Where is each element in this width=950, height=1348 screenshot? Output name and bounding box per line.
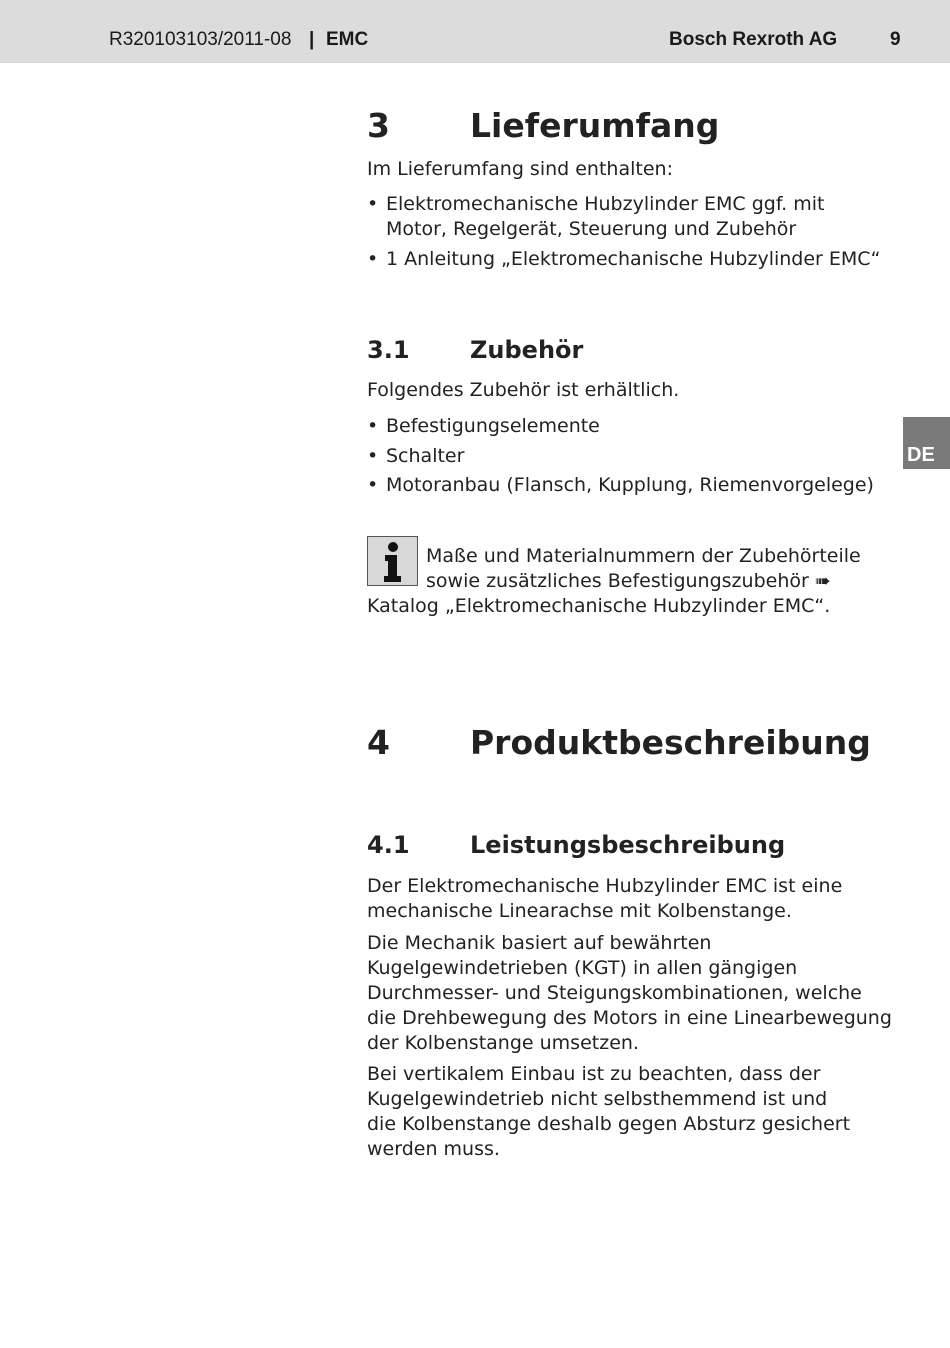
bullet: •: [367, 248, 379, 270]
paragraph: [367, 931, 902, 1056]
paragraph-line: die Kolbenstange deshalb gegen Absturz gesichert: [367, 1113, 851, 1135]
bullet: •: [367, 193, 379, 215]
language-tab: [903, 417, 950, 469]
paragraph-line: mechanische Linearachse mit Kolbenstange.: [367, 900, 792, 922]
paragraph-line: Kugelgewindetrieben (KGT) in allen gängigen: [367, 957, 798, 979]
paragraph-line: Kugelgewindetrieb nicht selbsthemmend ist und: [367, 1088, 828, 1110]
header-separator: |: [309, 29, 315, 50]
bullet: •: [367, 415, 379, 437]
paragraph-line: Durchmesser- und Steigungskombinationen, welche: [367, 982, 862, 1004]
company-name: Bosch Rexroth AG: [669, 29, 838, 50]
section-title: Leistungsbeschreibung: [470, 831, 786, 859]
paragraph: [367, 874, 902, 924]
section-3-1-intro: Folgendes Zubehör ist erhältlich.: [367, 379, 680, 401]
section-title: Zubehör: [470, 336, 584, 364]
list-item-text: 1 Anleitung „Elektromechanische Hubzylinder EMC“: [386, 248, 881, 270]
paragraph-line: werden muss.: [367, 1138, 500, 1160]
info-icon: [367, 536, 418, 586]
page-header: [0, 0, 950, 63]
paragraph-line: Bei vertikalem Einbau ist zu beachten, dass der: [367, 1063, 821, 1085]
doc-number: R320103103/2011-08: [109, 29, 292, 50]
list-item-text: Schalter: [386, 445, 465, 467]
note-text-line: sowie zusätzliches Befestigungszubehör ➠: [426, 570, 831, 592]
list-item-text: Motor, Regelgerät, Steuerung und Zubehör: [386, 218, 797, 240]
paragraph: [367, 1062, 902, 1162]
paragraph-line: Der Elektromechanische Hubzylinder EMC ist eine: [367, 875, 843, 897]
section-number: 3.1: [367, 336, 410, 364]
paragraph-line: die Drehbewegung des Motors in eine Linearbewegung: [367, 1007, 892, 1029]
note-text-line: Maße und Materialnummern der Zubehörteile: [426, 545, 861, 567]
note-text-line: Katalog „Elektromechanische Hubzylinder EMC“.: [367, 595, 831, 617]
language-tab-label: DE: [907, 444, 935, 466]
section-number: 3: [367, 106, 390, 145]
bullet: •: [367, 445, 379, 467]
section-3-intro: Im Lieferumfang sind enthalten:: [367, 158, 673, 180]
section-title: Lieferumfang: [470, 106, 720, 145]
section-number: 4: [367, 723, 390, 762]
page-number: 9: [890, 29, 901, 50]
list-item-text: Befestigungselemente: [386, 415, 600, 437]
section-number: 4.1: [367, 831, 410, 859]
list-item-text: Elektromechanische Hubzylinder EMC ggf. mit: [386, 193, 825, 215]
bullet: •: [367, 474, 379, 496]
list-item-text: Motoranbau (Flansch, Kupplung, Riemenvorgelege): [386, 474, 874, 496]
paragraph-line: der Kolbenstange umsetzen.: [367, 1032, 639, 1054]
paragraph-line: Die Mechanik basiert auf bewährten: [367, 932, 712, 954]
info-icon-glyph: [368, 537, 417, 585]
product-name: EMC: [326, 29, 369, 50]
section-title: Produktbeschreibung: [470, 723, 871, 762]
